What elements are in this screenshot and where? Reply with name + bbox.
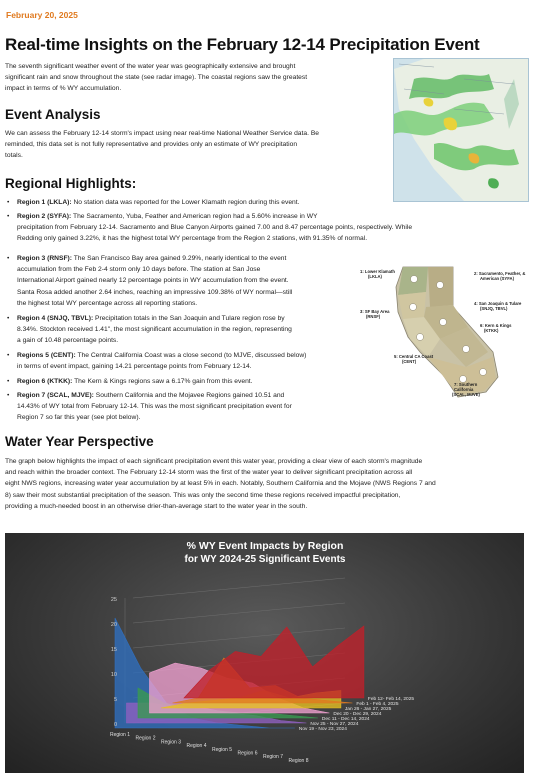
radar-image (393, 58, 529, 202)
series-label: Nov 19 - Nov 23, 2024 (298, 727, 347, 732)
region-4-item: • Region 4 (SNJQ, TBVL): Precipitation totals in the San Joaquin and Tulare region rose by 8.34%. Stockton received 1.41", the most significant accumulation in the region, representing a gain of 10.48 percentage points. (7, 315, 292, 345)
chart-title: % WY Event Impacts by Region (186, 540, 344, 552)
map-label-r7b: California (454, 387, 474, 392)
y-tick-label: 10 (110, 672, 117, 678)
series-label: Feb 1 - Feb 4, 2025 (356, 702, 399, 707)
region-5-item: • Regions 5 (CENT): The Central California Coast was a close second (to MJVE, discussed below) in terms of event impact, gaining 14.21 percentage points from February 12-14. (7, 352, 307, 371)
category-label: Region 3 (160, 739, 182, 746)
map-label-r4b: (SNJQ, TBVL) (480, 306, 508, 311)
y-tick-label: 0 (113, 722, 117, 728)
category-label: Region 4 (186, 743, 207, 750)
region-3-item: • Region 3 (RNSF): The San Francisco Bay area gained 9.29%, nearly identical to the event accumulation from the Feb 2-4 storm only 10 days before. The station at San Jose International Airport gained nearly 12 percentage points in WY accumulation from the event. Santa Rosa added another 2.64 inches, reaching an impressive 109.38% of WY normal—still the highest total WY percentage across all reporting stations. (7, 255, 293, 307)
series-label: Nov 25 - Nov 27, 2024 (310, 722, 359, 727)
category-label: Region 6 (237, 750, 258, 757)
water-year-paragraph: The graph below highlights the impact of each significant precipitation event this water year, providing a clear view of each storm's magnitude and reach within the broader context. The February 12-14 storm was the first of the water year to deliver significant precipitation across all eight NWS regions, increasing water year accumulation by at least 5% in each. Notably, Southern California and the Mojave (NWS Regions 7 and 8) saw their most substantial precipitation of the season. This was only the second time these regions received impactful precipitation, providing a much-needed boost in an otherwise drier-than-average start to the water year in the south. (5, 458, 436, 510)
category-label: Region 8 (288, 757, 309, 764)
category-label: Region 5 (211, 746, 233, 753)
region-7-item: • Region 7 (SCAL, MJVE): Southern California and the Mojavee Regions gained 10.51 and 14.43% of WY total from February 12-14. This was the most significant precipitation event for Region 7 so far this year (see plot below). (7, 392, 292, 422)
y-tick-label: 20 (110, 622, 117, 628)
event-analysis-paragraph: We can assess the February 12-14 storm's impact using near real-time National Weather Service data. Be reminded, this data set is not fully representative and provides only an estimate of WY precipitation totals. (5, 130, 319, 160)
category-label: Region 1 (109, 732, 131, 738)
report-date: February 20, 2025 (6, 10, 78, 20)
category-label: Region 7 (262, 754, 284, 761)
page-title: Real-time Insights on the February 12-14 Precipitation Event (5, 35, 480, 54)
map-label-r3: 3: SF Bay Area (360, 309, 390, 314)
series-area (184, 626, 364, 698)
wy-event-impacts-chart (5, 533, 524, 773)
series-label: Jan 26 - Jan 27, 2025 (344, 707, 392, 712)
map-label-r3b: (RNSF) (366, 314, 381, 319)
series-label: Dec 20 - Dec 29, 2024 (333, 712, 382, 717)
series-label: Feb 12- Feb 14, 2025 (367, 697, 415, 702)
california-regions-map (358, 257, 530, 412)
chart-subtitle: for WY 2024-25 Significant Events (184, 554, 346, 565)
y-tick-label: 5 (113, 697, 117, 703)
series-label: Dec 11 - Dec 14, 2024 (321, 717, 370, 722)
region-6-item: • Region 6 (KTKK): The Kern & Kings regions saw a 6.17% gain from this event. (7, 378, 253, 385)
region-1-item: • Region 1 (LKLA): No station data was reported for the Lower Klamath region during this event. (7, 199, 300, 206)
gridline (133, 578, 345, 598)
map-label-r2: 2: Sacramento, Feather, & (474, 271, 526, 276)
map-label-r4: 4: San Joaquin & Tulare (474, 301, 522, 306)
map-label-r7: 7: Southern (454, 382, 478, 387)
map-label-r5: 5: Central CA Coast (394, 354, 434, 359)
map-label-r2b: American (SYFA) (480, 276, 514, 281)
gridline (133, 603, 345, 623)
map-label-r5b: (CENT) (402, 359, 417, 364)
map-label-r1b: (LKLA) (368, 274, 382, 279)
y-tick-label: 25 (110, 597, 117, 603)
map-label-r6b: (KTKK) (484, 328, 499, 333)
map-label-r1: 1: Lower Klamath (360, 269, 395, 274)
intro-paragraph: The seventh significant weather event of the water year was geographically extensive and brought significant rain and snow throughout the state (see radar image). The coastal regions saw the greatest impact in terms of % WY accumulation. (5, 63, 308, 93)
map-label-r7c: (SCAL, MJVE) (452, 392, 480, 397)
regional-highlights-heading: Regional Highlights: (5, 176, 137, 191)
water-year-heading: Water Year Perspective (5, 434, 154, 449)
region-2-item: • Region 2 (SYFA): The Sacramento, Yuba, Feather and American region had a 5.60% increase in WY precipitation from February 12-14. Sacramento and Blue Canyon Airports gained 7.00 and 8.47 percentage points, respectively. While Redding only gained 3.22%, it has the highest total WY percentage from the Region 2 stations, with 91.35% of normal. (7, 213, 413, 243)
gridline (133, 628, 345, 648)
event-analysis-heading: Event Analysis (5, 107, 101, 122)
category-label: Region 2 (135, 735, 156, 742)
map-label-r6: 6: Kern & Kings (480, 323, 512, 328)
y-tick-label: 15 (110, 647, 117, 653)
